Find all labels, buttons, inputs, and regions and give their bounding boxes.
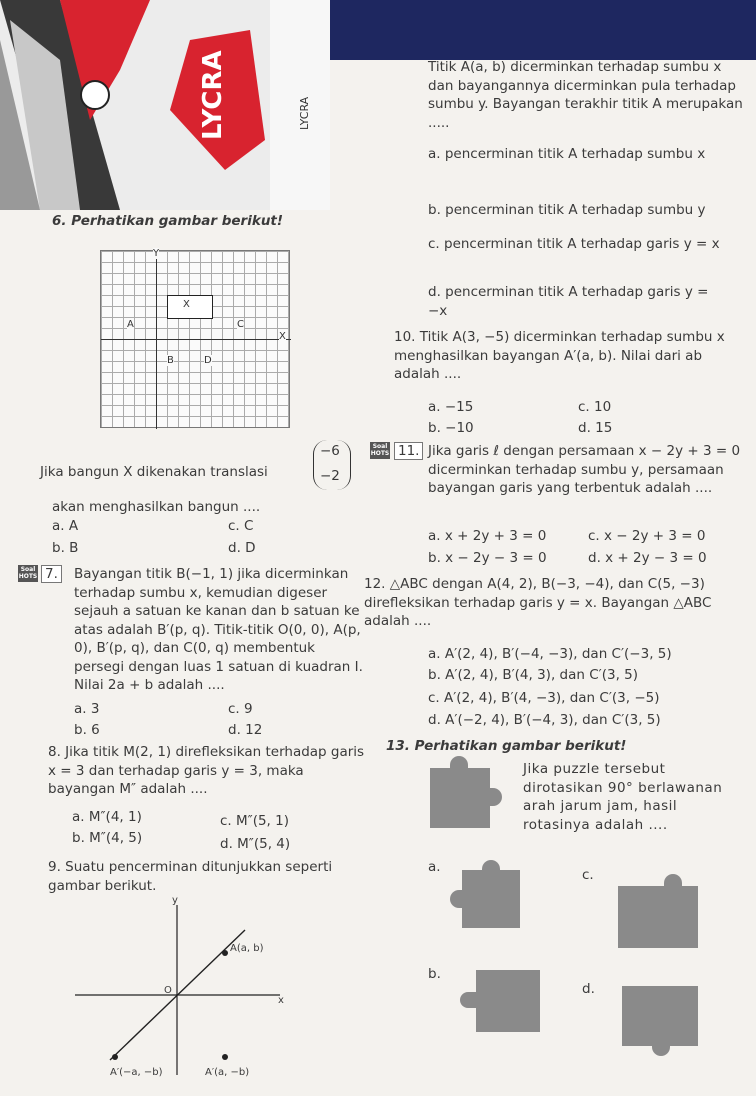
q9-option-c: c. pencerminan titik A terhadap garis y = x xyxy=(428,236,720,252)
q10-option-c: c. 10 xyxy=(578,399,612,415)
fabric-photo xyxy=(0,0,330,210)
q10-option-b: b. −10 xyxy=(428,420,474,436)
q9-label-x: x xyxy=(278,995,284,1006)
q9-reflection-graph xyxy=(70,895,290,1080)
q9-option-d: d. pencerminan titik A terhadap garis y = −x xyxy=(428,284,709,319)
grid-y-axis xyxy=(156,251,157,429)
puzzle-c-knob xyxy=(664,874,682,888)
q8-option-a: a. M″(4, 1) xyxy=(72,809,142,825)
label-x-axis: X xyxy=(279,331,286,342)
q7-option-c: c. 9 xyxy=(228,701,253,717)
q6-option-c: c. C xyxy=(228,518,254,534)
q9-option-b: b. pencerminan titik A terhadap sumbu y xyxy=(428,202,706,218)
matrix-bottom: −2 xyxy=(320,468,340,484)
q12-text: 12. △ABC dengan A(4, 2), B(−3, −4), dan C(5, −3) direfleksikan terhadap garis y = x. Bayangan △ABC adalah .... xyxy=(364,576,712,629)
puzzle-knob-right xyxy=(488,788,502,806)
q6-grid xyxy=(100,250,290,428)
q9-label-a1: A′(−a, −b) xyxy=(110,1067,163,1078)
label-a: A xyxy=(127,319,134,330)
q6-option-b: b. B xyxy=(52,540,79,556)
q11-option-b: b. x − 2y − 3 = 0 xyxy=(428,550,547,566)
brand-large: LYCRA xyxy=(198,50,228,140)
q13-puzzle-c xyxy=(618,886,698,948)
q8-option-b: b. M″(4, 5) xyxy=(72,830,143,846)
q9-option-a: a. pencerminan titik A terhadap sumbu x xyxy=(428,146,706,162)
q13-option-c: c. xyxy=(582,867,594,883)
puzzle-a-knob2 xyxy=(482,860,500,872)
q7-option-d: d. 12 xyxy=(228,722,263,738)
hots-badge xyxy=(18,565,38,582)
q13-option-d: d. xyxy=(582,981,595,997)
q9-label-y: y xyxy=(172,895,178,906)
q13-puzzle-b xyxy=(476,970,540,1032)
q6-option-d: d. D xyxy=(228,540,256,556)
point-a xyxy=(222,950,228,956)
label-d: D xyxy=(204,355,212,366)
q11-option-d: d. x + 2y − 3 = 0 xyxy=(588,550,707,566)
q11-number: 11. xyxy=(394,442,423,460)
q6-stem-a: Jika bangun X dikenakan translasi xyxy=(40,464,268,480)
puzzle-b-knob xyxy=(460,992,478,1008)
hots-badge-text: Soal HOTS xyxy=(18,566,38,580)
q13-puzzle-source xyxy=(430,768,490,828)
point-a2 xyxy=(222,1054,228,1060)
q10-text: 10. Titik A(3, −5) dicerminkan terhadap sumbu x menghasilkan bayangan A′(a, b). Nilai dari ab adalah .... xyxy=(394,329,725,382)
q13-text: Jika puzzle tersebut dirotasikan 90° berlawanan arah jarum jam, hasil rotasinya adalah .... xyxy=(523,761,723,833)
q12-option-c: c. A′(2, 4), B′(4, −3), dan C′(3, −5) xyxy=(428,690,660,706)
lycra-tag-graphic xyxy=(0,0,330,210)
q6-matrix xyxy=(313,440,351,490)
puzzle-a-knob xyxy=(450,890,464,908)
q11-option-a: a. x + 2y + 3 = 0 xyxy=(428,528,547,544)
q12-option-b: b. A′(2, 4), B′(4, 3), dan C′(3, 5) xyxy=(428,667,639,683)
q9-continue-text: Titik A(a, b) dicerminkan terhadap sumbu x dan bayangannya dicerminkan pula terhadap sumbu y. Bayangan terakhir titik A merupakan ..... xyxy=(428,59,743,131)
q7-option-b: b. 6 xyxy=(74,722,100,738)
puzzle-knob-top xyxy=(450,756,468,770)
q6-title: 6. Perhatikan gambar berikut! xyxy=(52,213,284,229)
brand-small: LYCRA xyxy=(298,96,311,130)
hots-badge-q11-text: Soal HOTS xyxy=(370,443,390,457)
q9-label-a: A(a, b) xyxy=(230,943,264,954)
q12-option-a: a. A′(2, 4), B′(−4, −3), dan C′(−3, 5) xyxy=(428,646,672,662)
q13-option-a: a. xyxy=(428,859,441,875)
q7-option-a: a. 3 xyxy=(74,701,100,717)
label-y: Y xyxy=(153,248,160,259)
q8-option-d: d. M″(5, 4) xyxy=(220,836,291,852)
q13-puzzle-a xyxy=(462,870,520,928)
label-x: X xyxy=(183,299,190,310)
label-b: B xyxy=(167,355,174,366)
q11-option-c: c. x − 2y + 3 = 0 xyxy=(588,528,706,544)
hots-badge-q11 xyxy=(370,442,390,459)
q7-text: Bayangan titik B(−1, 1) jika dicerminkan terhadap sumbu x, kemudian digeser sejauh a satuan ke kanan dan b satuan ke atas adalah B′(p, q). Titik-titik O(0, 0), A(p, 0), B′(p, q), dan C(0, q) membentuk persegi dengan luas 1 satuan di kuadran I. Nilai 2a + b adalah .... xyxy=(74,566,363,693)
q10-option-a: a. −15 xyxy=(428,399,474,415)
point-a1 xyxy=(112,1054,118,1060)
q11-text: Jika garis ℓ dengan persamaan x − 2y + 3 = 0 dicerminkan terhadap sumbu y, persamaan bayangan garis yang terbentuk adalah .... xyxy=(428,443,741,496)
q6-stem-b: akan menghasilkan bangun .... xyxy=(52,499,261,515)
q13-option-b: b. xyxy=(428,966,441,982)
q8-option-c: c. M″(5, 1) xyxy=(220,813,289,829)
puzzle-d-knob xyxy=(652,1042,670,1056)
q9-graph xyxy=(70,895,290,1080)
q8-text: 8. Jika titik M(2, 1) direfleksikan terhadap garis x = 3 dan terhadap garis y = 3, maka bayangan M″ adalah .... xyxy=(48,744,365,797)
label-c: C xyxy=(237,319,244,330)
matrix-top: −6 xyxy=(320,443,340,459)
shape-x xyxy=(167,295,213,319)
q12-option-d: d. A′(−2, 4), B′(−4, 3), dan C′(3, 5) xyxy=(428,712,661,728)
q13-title: 13. Perhatikan gambar berikut! xyxy=(386,738,627,754)
q9-text: 9. Suatu pencerminan ditunjukkan seperti gambar berikut. xyxy=(48,859,333,894)
q13-puzzle-d xyxy=(622,986,698,1046)
q9-label-a2: A′(a, −b) xyxy=(205,1067,250,1078)
q9-label-o: O xyxy=(164,985,172,996)
q6-option-a: a. A xyxy=(52,518,79,534)
grid-x-axis xyxy=(101,339,291,340)
q7-number: 7. xyxy=(41,565,62,583)
q10-option-d: d. 15 xyxy=(578,420,613,436)
